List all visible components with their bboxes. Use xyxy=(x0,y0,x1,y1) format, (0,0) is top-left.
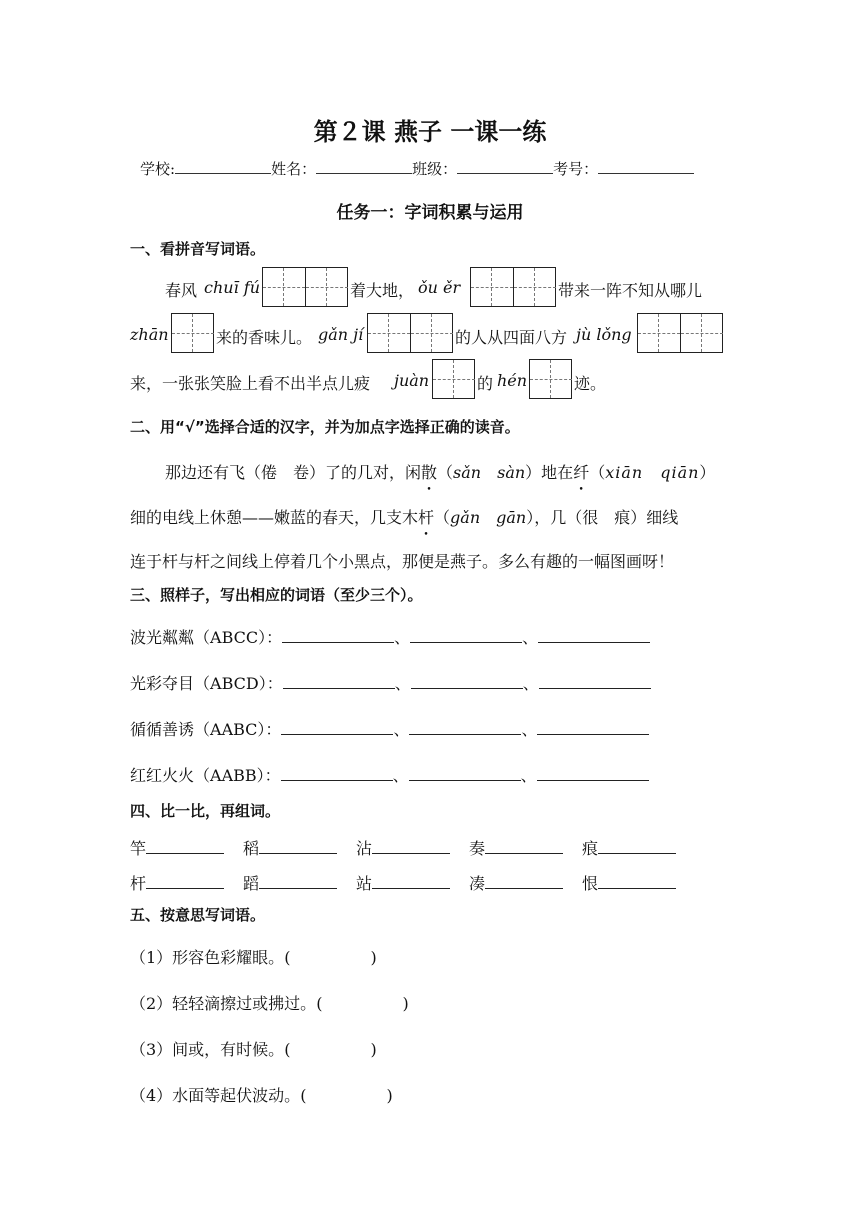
reading-options-san[interactable]: sǎn sàn xyxy=(453,463,526,482)
sec2-line-2: 细的电线上休憩——嫩蓝的春天，几支木杆（gǎn gān），几（很 痕）细线 xyxy=(130,505,678,528)
sec1-text-d: 来的香味儿。 xyxy=(216,328,313,347)
char-box-juan[interactable] xyxy=(432,359,475,399)
pinyin-ganji: gǎn jí xyxy=(318,325,364,344)
section-3-heading: 三、照样子，写出相应的词语（至少三个）。 xyxy=(130,586,423,604)
exam-number-label: 考号： xyxy=(553,160,599,178)
answer-line[interactable] xyxy=(283,673,395,689)
sec2-line-3: 连于杆与杆之间线上停着几个小黑点，那便是燕子。多么有趣的一幅图画呀！ xyxy=(130,552,675,571)
pinyin-julong: jù lǒng xyxy=(576,325,632,344)
student-info-row xyxy=(140,158,694,179)
answer-line[interactable] xyxy=(372,838,450,854)
answer-line[interactable] xyxy=(372,873,450,889)
char-box-hen[interactable] xyxy=(529,359,572,399)
sec1-text-b: 着大地， xyxy=(350,281,415,300)
pattern-row-abcd: 光彩夺目（ABCD）： 、 、 xyxy=(130,671,651,694)
meaning-question: （1）形容色彩耀眼。( ) xyxy=(130,948,377,967)
answer-line[interactable] xyxy=(146,873,224,889)
char-box-ouer[interactable] xyxy=(470,267,556,307)
pinyin-chuifu: chuī fú xyxy=(204,278,260,297)
sec1-text-c: 带来一阵不知从哪儿 xyxy=(558,281,703,300)
compare-item: 蹈 xyxy=(243,871,337,894)
char-box-chuifu[interactable] xyxy=(262,267,348,307)
compare-item: 稻 xyxy=(243,836,337,859)
meaning-question: （4）水面等起伏波动。( ) xyxy=(130,1086,393,1105)
name-field[interactable] xyxy=(316,159,412,174)
answer-line[interactable] xyxy=(259,838,337,854)
school-label: 学校: xyxy=(140,160,176,178)
dotted-char-san: 散 xyxy=(421,463,438,482)
sec1-text-g: 的 xyxy=(477,374,494,393)
compare-item: 痕 xyxy=(582,836,676,859)
compare-item: 凑 xyxy=(469,871,563,894)
page-title: 第２课 燕子 一课一练 xyxy=(313,118,547,146)
meaning-question: （3）间或，有时候。( ) xyxy=(130,1040,377,1059)
sec1-text-h: 迹。 xyxy=(574,374,607,393)
section-2-heading: 二、用“√”选择合适的汉字，并为加点字选择正确的读音。 xyxy=(130,418,520,436)
pinyin-zhan: zhān xyxy=(130,325,169,344)
pattern-row-aabc: 循循善诱（AABC）： 、 、 xyxy=(130,717,649,740)
dotted-char-gan: 杆 xyxy=(418,508,435,527)
pattern-row-abcc: 波光粼粼（ABCC）： 、 、 xyxy=(130,625,650,648)
section-5-heading: 五、按意思写词语。 xyxy=(130,906,266,924)
char-box-ganji[interactable] xyxy=(367,313,453,353)
answer-line[interactable] xyxy=(411,673,523,689)
compare-item: 恨 xyxy=(582,871,676,894)
exam-number-field[interactable] xyxy=(598,159,694,174)
school-field[interactable] xyxy=(175,159,271,174)
char-box-zhan[interactable] xyxy=(171,313,214,353)
pattern-row-aabb: 红红火火（AABB）： 、 、 xyxy=(130,763,649,786)
task-heading: 任务一：字词积累与运用 xyxy=(336,203,524,223)
char-box-julong[interactable] xyxy=(637,313,723,353)
reading-options-gan[interactable]: gǎn gān xyxy=(450,508,527,527)
pinyin-juan: juàn xyxy=(394,371,430,390)
section-4-heading: 四、比一比，再组词。 xyxy=(130,802,281,820)
answer-line[interactable] xyxy=(282,627,394,643)
answer-line[interactable] xyxy=(598,873,676,889)
answer-line[interactable] xyxy=(146,838,224,854)
compare-item: 杆 xyxy=(130,871,224,894)
meaning-question: （2）轻轻滴擦过或拂过。( ) xyxy=(130,994,409,1013)
pinyin-ouer: ǒu ěr xyxy=(418,278,461,297)
answer-line[interactable] xyxy=(537,719,649,735)
class-field[interactable] xyxy=(457,159,553,174)
sec1-text-a: 春风 xyxy=(165,281,198,300)
answer-line[interactable] xyxy=(259,873,337,889)
name-label: 姓名： xyxy=(271,160,317,178)
sec1-text-f: 来，一张张笑脸上看不出半点儿疲 xyxy=(130,374,371,393)
sec2-line-1: 那边还有飞（倦 卷）了的几对，闲散（sǎn sàn）地在纤（xiān qiān） xyxy=(165,460,715,483)
answer-line[interactable] xyxy=(281,765,393,781)
answer-line[interactable] xyxy=(485,838,563,854)
compare-item: 沾 xyxy=(356,836,450,859)
class-label: 班级： xyxy=(412,160,458,178)
sec1-text-e: 的人从四面八方 xyxy=(455,328,568,347)
answer-line[interactable] xyxy=(539,673,651,689)
reading-options-xian[interactable]: xiān qiān xyxy=(605,463,700,482)
section-1-heading: 一、看拼音写词语。 xyxy=(130,240,266,258)
pinyin-hen: hén xyxy=(497,371,528,390)
answer-line[interactable] xyxy=(410,627,522,643)
answer-line[interactable] xyxy=(598,838,676,854)
compare-item: 竿 xyxy=(130,836,224,859)
answer-line[interactable] xyxy=(409,765,521,781)
answer-line[interactable] xyxy=(281,719,393,735)
compare-item: 站 xyxy=(356,871,450,894)
compare-item: 奏 xyxy=(469,836,563,859)
dotted-char-xian: 纤 xyxy=(573,463,590,482)
answer-line[interactable] xyxy=(538,627,650,643)
answer-line[interactable] xyxy=(537,765,649,781)
answer-line[interactable] xyxy=(485,873,563,889)
answer-line[interactable] xyxy=(409,719,521,735)
